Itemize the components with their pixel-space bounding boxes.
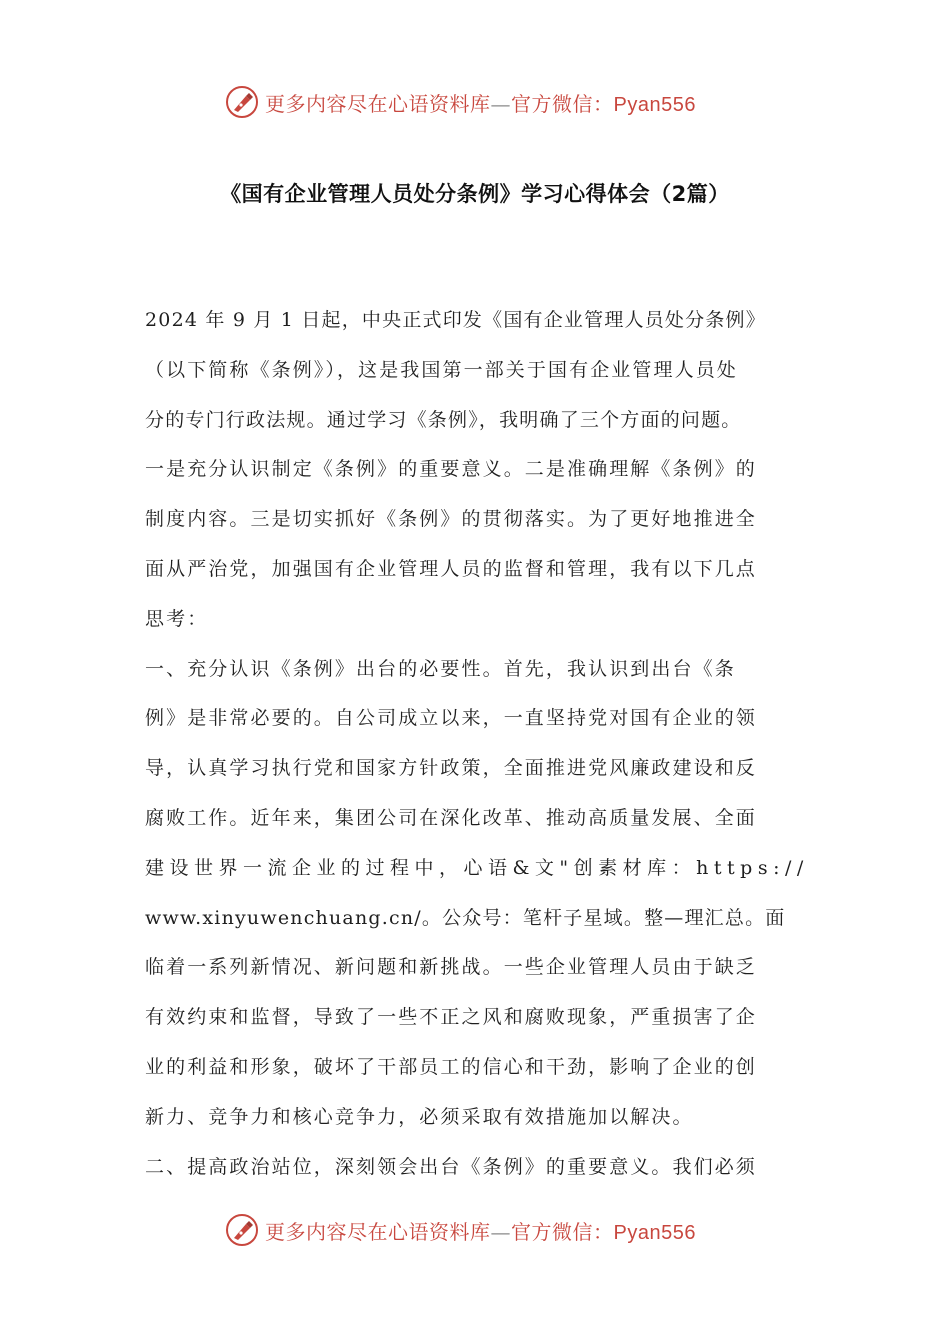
body-line: 一是充分认识制定《条例》的重要意义。二是准确理解《条例》的 — [145, 458, 757, 481]
header-banner-dash: — — [490, 91, 511, 116]
body-line: 腐败工作。近年来，集团公司在深化改革、推动高质量发展、全面 — [145, 806, 757, 829]
body-line: 临着一系列新情况、新问题和新挑战。一些企业管理人员由于缺乏 — [145, 956, 757, 979]
header-banner-official: 官方微信： — [511, 91, 614, 116]
body-line: 分的专门行政法规。通过学习《条例》，我明确了三个方面的问题。 — [145, 408, 742, 431]
body-line: 二、提高政治站位，深刻领会出台《条例》的重要意义。我们必须 — [145, 1155, 757, 1178]
footer-banner-dash: — — [490, 1219, 511, 1244]
footer-banner-official: 官方微信： — [511, 1219, 614, 1244]
body-line: 2024 年 9 月 1 日起，中央正式印发《国有企业管理人员处分条例》 — [145, 309, 766, 331]
body-line: 新力、竞争力和核心竞争力，必须采取有效措施加以解决。 — [145, 1105, 694, 1128]
header-banner — [225, 80, 696, 124]
document-title: 《国有企业管理人员处分条例》学习心得体会（2篇） — [220, 182, 730, 206]
footer-banner-main: 更多内容尽在心语资料库 — [265, 1219, 491, 1244]
body-line: 一、充分认识《条例》出台的必要性。首先，我认识到出台《条 — [145, 657, 736, 680]
body-line: 思考： — [145, 607, 209, 630]
footer-banner-text — [265, 1216, 696, 1245]
body-line: 导，认真学习执行党和国家方针政策，全面推进党风廉政建设和反 — [145, 757, 757, 780]
fountain-pen-logo-icon — [225, 85, 259, 119]
body-line: www.xinyuwenchuang.cn/。公众号：笔杆子星域。整—理汇总。面 — [145, 906, 786, 929]
body-line: 建设世界一流企业的过程中，心语&文"创素材库：https:// — [145, 856, 809, 879]
header-banner-text — [265, 88, 696, 117]
footer-banner-wechat-id: Pyan556 — [613, 1221, 696, 1244]
fountain-pen-logo-icon — [225, 1213, 259, 1247]
footer-banner — [225, 1208, 696, 1252]
body-line: （以下简称《条例》），这是我国第一部关于国有企业管理人员处 — [145, 358, 738, 381]
header-banner-main: 更多内容尽在心语资料库 — [265, 91, 491, 116]
body-line: 例》是非常必要的。自公司成立以来，一直坚持党对国有企业的领 — [145, 707, 757, 730]
header-banner-wechat-id: Pyan556 — [613, 93, 696, 116]
document-body — [145, 296, 810, 1192]
body-line: 业的利益和形象，破坏了干部员工的信心和干劲，影响了企业的创 — [145, 1055, 757, 1078]
body-line: 有效约束和监督，导致了一些不正之风和腐败现象，严重损害了企 — [145, 1006, 757, 1029]
body-line: 制度内容。三是切实抓好《条例》的贯彻落实。为了更好地推进全 — [145, 508, 757, 531]
body-line: 面从严治党，加强国有企业管理人员的监督和管理，我有以下几点 — [145, 557, 757, 580]
